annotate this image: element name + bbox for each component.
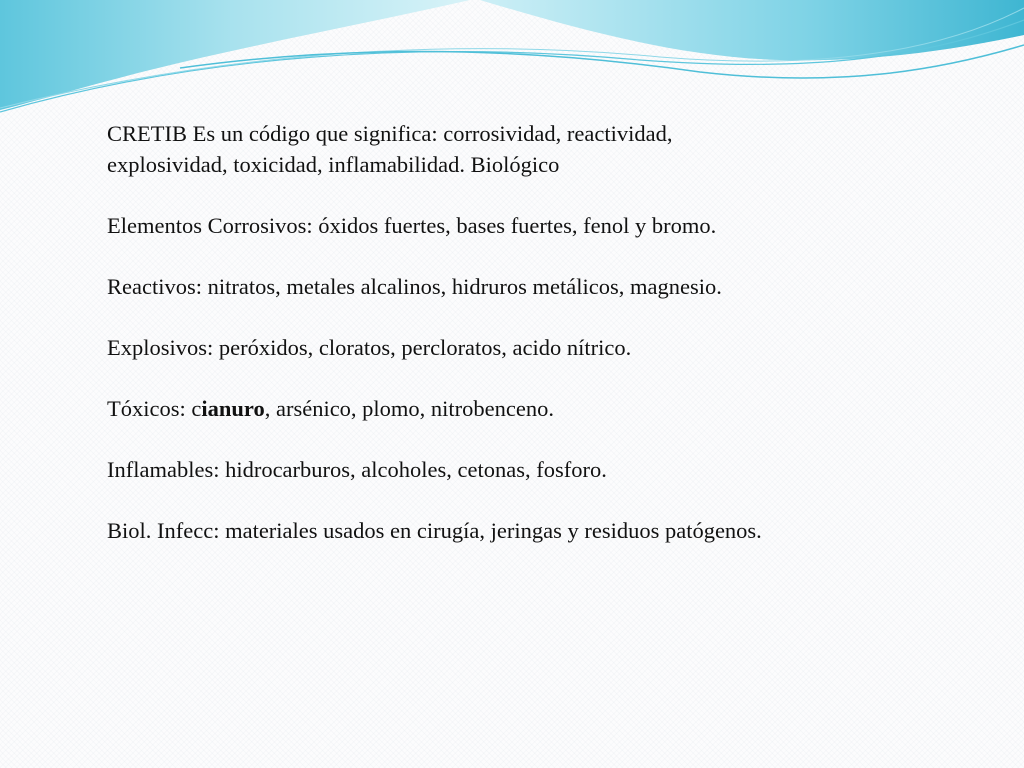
paragraph-explosivos: Explosivos: peróxidos, cloratos, percloratos, acido nítrico. [107,335,632,360]
toxicos-prefix: Tóxicos: c [107,396,202,421]
paragraph-cretib: CRETIB Es un código que significa: corrosividad, reactividad, explosividad, toxicidad, inflamabilidad. Biológico [107,121,673,177]
toxicos-bold: ianuro [201,396,265,421]
paragraph-biologicos: Biol. Infecc: materiales usados en cirugía, jeringas y residuos patógenos. [107,518,762,543]
paragraph-corrosivos: Elementos Corrosivos: óxidos fuertes, bases fuertes, fenol y bromo. [107,213,717,238]
toxicos-suffix: , arsénico, plomo, nitrobenceno. [264,396,555,421]
paragraph-reactivos: Reactivos: nitratos, metales alcalinos, hidruros metálicos, magnesio. [107,274,722,299]
paragraph-inflamables: Inflamables: hidrocarburos, alcoholes, cetonas, fosforo. [107,457,607,482]
wave-band-right [480,0,1024,60]
paragraph-toxicos [107,393,897,424]
slide-body [107,118,927,576]
header-wave-decoration [0,0,1024,130]
